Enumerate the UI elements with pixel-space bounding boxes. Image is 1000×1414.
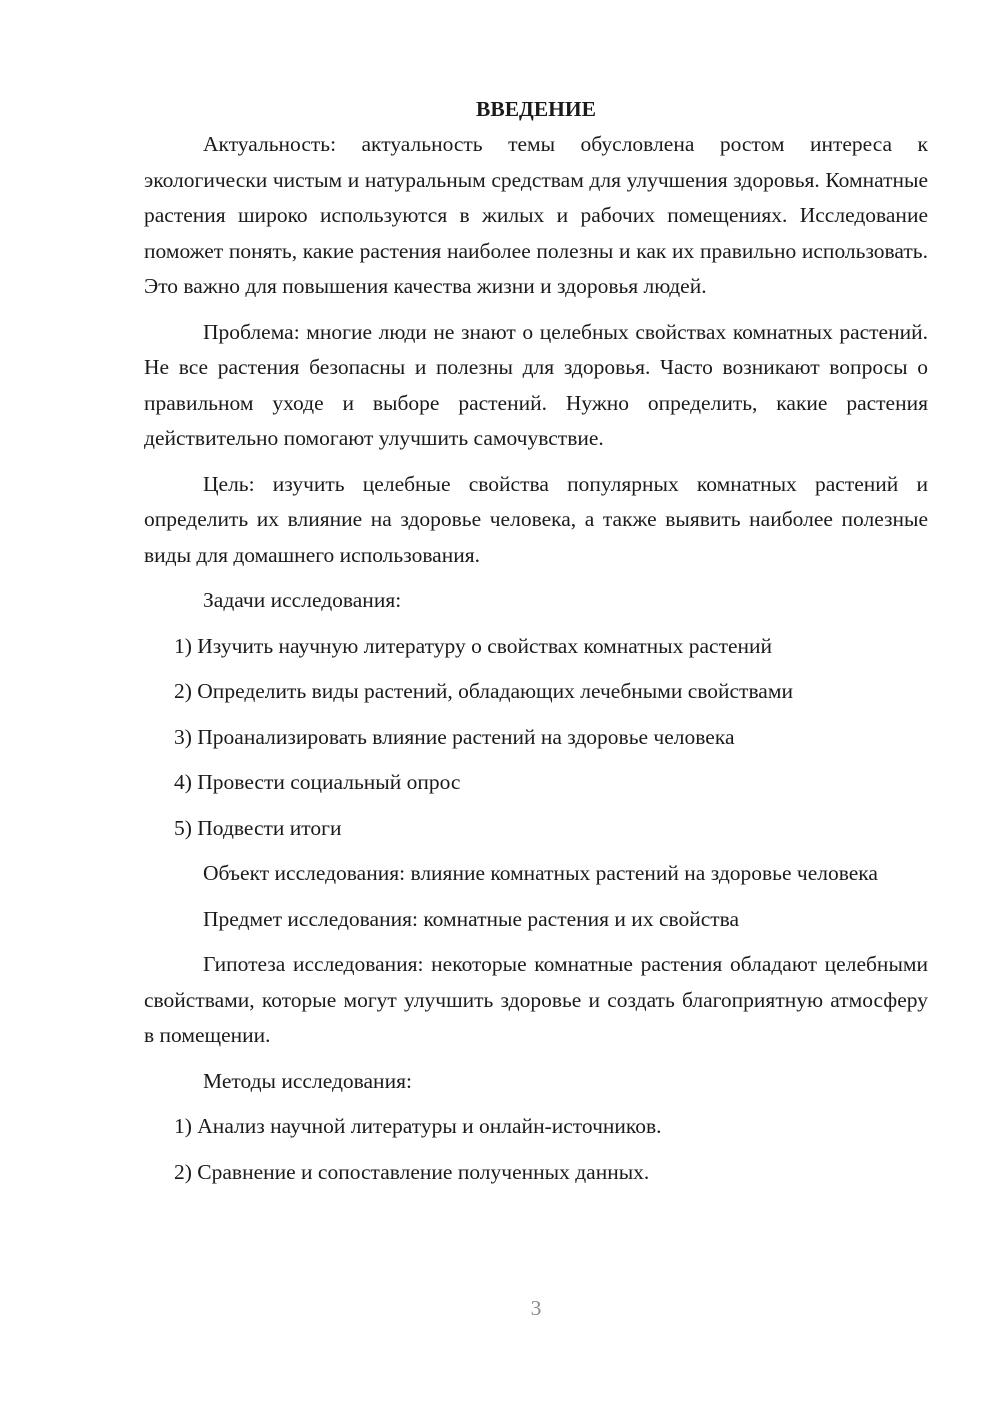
method-item: 2) Сравнение и сопоставление полученных данных. — [174, 1159, 650, 1184]
subject-paragraph: Предмет исследования: комнатные растения и их свойства — [203, 906, 740, 931]
task-item: 3) Проанализировать влияние растений на здоровье человека — [174, 724, 735, 749]
object-paragraph: Объект исследования: влияние комнатных растений на здоровье человека — [203, 861, 878, 885]
document-page — [144, 92, 928, 1200]
page-title: ВВЕДЕНИЕ — [476, 97, 596, 121]
task-item: 1) Изучить научную литературу о свойствах комнатных растений — [174, 633, 773, 658]
task-item: 4) Провести социальный опрос — [174, 770, 461, 794]
page-number: 3 — [530, 1296, 542, 1320]
method-item: 1) Анализ научной литературы и онлайн-источников. — [174, 1114, 662, 1138]
problem-paragraph: Проблема: многие люди не знают о целебных свойствах комнатных растений. Не все растения безопасны и полезны для здоровья. Часто возникают вопросы о правильном уходе и выборе растений. Нужно определить, какие растения действительно помогают улучшить самочувствие. — [144, 319, 928, 450]
relevance-paragraph: Актуальность: актуальность темы обусловлена ростом интереса к экологически чистым и натуральным средствам для улучшения здоровья. Комнатные растения широко используются в жилых и рабочих помещениях. Исследование поможет понять, какие растения наиболее полезны и как их правильно использовать. Это важно для повышения качества жизни и здоровья людей. — [144, 132, 928, 298]
methods-heading: Методы исследования: — [203, 1068, 412, 1093]
goal-paragraph: Цель: изучить целебные свойства популярных комнатных растений и определить их влияние на здоровье человека, а также выявить наиболее полезные виды для домашнего использования. — [144, 471, 928, 567]
task-item: 2) Определить виды растений, обладающих лечебными свойствами — [174, 679, 793, 703]
tasks-heading: Задачи исследования: — [203, 588, 402, 612]
hypothesis-paragraph: Гипотеза исследования: некоторые комнатные растения обладают целебными свойствами, которые могут улучшить здоровье и создать благоприятную атмосферу в помещении. — [144, 952, 928, 1047]
task-item: 5) Подвести итоги — [174, 815, 342, 840]
